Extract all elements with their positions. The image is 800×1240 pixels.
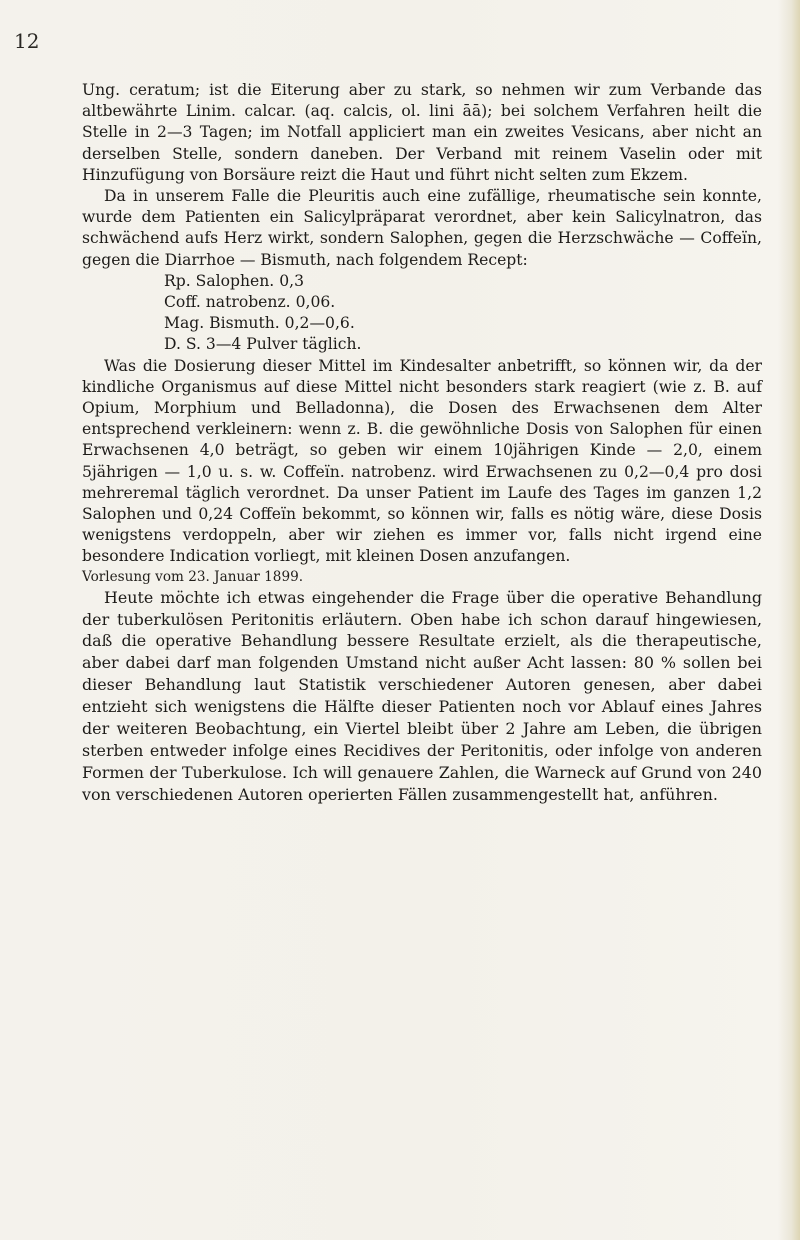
lecture-heading: Vorlesung vom 23. Januar 1899. <box>82 568 304 585</box>
page-body <box>82 80 762 806</box>
prescription-line-salophen: Rp. Salophen. 0,3 <box>164 271 305 290</box>
prescription <box>164 271 762 356</box>
prescription-line-bismuth: Mag. Bismuth. 0,2—0,6. <box>164 314 355 333</box>
paragraph-salicyl-treatment: Da in unserem Falle die Pleuritis auch eine zufällige, rheumatische sein konnte, wurde dem Patienten ein Salicylpräparat verordnet, aber kein Salicylnatron, das schwächend aufs Herz wirkt, sondern Salophen, gegen die Herzschwäche — Coffeïn, gegen die Diarrhoe — Bismuth, nach folgendem Recept: <box>82 187 762 269</box>
prescription-line-dosage: D. S. 3—4 Pulver täglich. <box>164 335 362 354</box>
page-edge-shadow <box>778 0 800 1240</box>
paragraph-ointment-treatment: Ung. ceratum; ist die Eiterung aber zu stark, so nehmen wir zum Verbande das altbewährte Linim. calcar. (aq. calcis, ol. lini āā); bei solchem Verfahren heilt die Stelle in 2—3 Tagen; im Notfall appliciert man ein zweites Vesicans, aber nicht an derselben Stelle, sondern daneben. Der Verband mit reinem Vaselin oder mit Hinzufügung von Borsäure reizt die Haut und führt nicht selten zum Ekzem. <box>82 81 762 184</box>
page-number: 12 <box>14 29 40 53</box>
paragraph-operative-treatment: Heute möchte ich etwas eingehender die Frage über die operative Behandlung der tuberkulösen Peritonitis erläutern. Oben habe ich schon darauf hingewiesen, daß die operative Behandlung bessere Resultate erzielt, als die therapeutische, aber dabei darf man folgenden Umstand nicht außer Acht lassen: 80 % sollen bei dieser Behandlung laut Statistik verschiedener Autoren genesen, aber dabei entzieht sich wenigstens die Hälfte dieser Patienten noch vor Ablauf eines Jahres der weiteren Beobachtung, ein Viertel bleibt über 2 Jahre am Leben, die übrigen sterben entweder infolge eines Recidives der Peritonitis, oder infolge von anderen Formen der Tuberkulose. Ich will genauere Zahlen, die Warneck auf Grund von 240 von verschiedenen Autoren operierten Fällen zusammengestellt hat, anführen. <box>82 587 762 804</box>
prescription-line-coffein: Coff. natrobenz. 0,06. <box>164 293 336 312</box>
paragraph-dosage-children: Was die Dosierung dieser Mittel im Kindesalter anbetrifft, so können wir, da der kindliche Organismus auf diese Mittel nicht besonders stark reagiert (wie z. B. auf Opium, Morphium und Belladonna), die Dosen des Erwachsenen dem Alter entsprechend verkleinern: wenn z. B. die gewöhnliche Dosis von Salophen für einen Erwachsenen 4,0 beträgt, so geben wir einem 10jährigen Kinde — 2,0, einem 5jährigen — 1,0 u. s. w. Coffeïn. natrobenz. wird Erwachsenen zu 0,2—0,4 pro dosi mehreremal täglich verordnet. Da unser Patient im Laufe des Tages im ganzen 1,2 Salophen und 0,24 Coffeïn bekommt, so können wir, falls es nötig wäre, diese Dosis wenigstens verdoppeln, aber wir ziehen es immer vor, falls nicht irgend eine besondere Indication vorliegt, mit kleinen Dosen anzufangen. <box>82 356 762 566</box>
